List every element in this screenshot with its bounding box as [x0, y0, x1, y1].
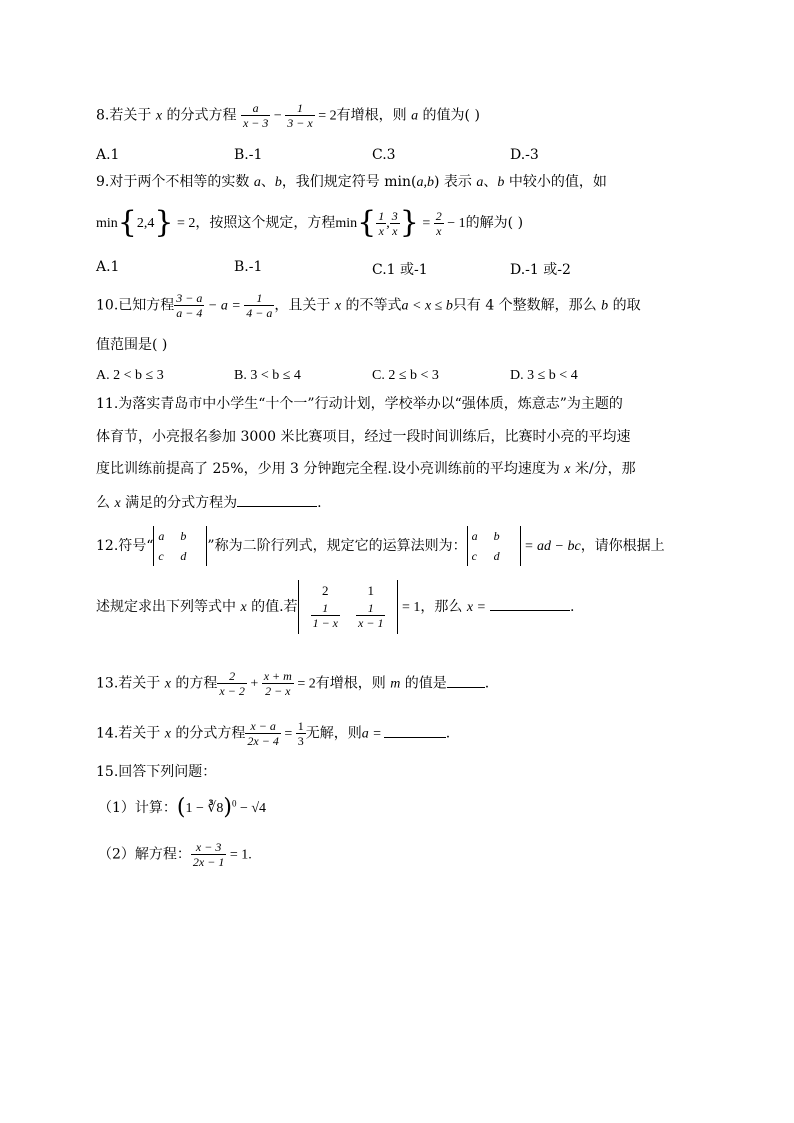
- fraction: $\frac{3 - a}{a - 4}$: [176, 291, 203, 320]
- q9-option-a: A.1: [96, 259, 120, 275]
- q9-option-d: D.-1 或-2: [510, 262, 571, 278]
- q10-option-c: C. 2 ≤ b < 3: [372, 368, 439, 383]
- q11-line1: 11.为落实青岛市中小学生“十个一”行动计划，学校举办以“强体质，炼意志”为主题的: [96, 396, 623, 412]
- answer-blank: [237, 494, 317, 507]
- q15-part1: （1）计算：(1 − ∛8)$^0$ − √4: [98, 795, 267, 820]
- q8-option-d: D.-3: [510, 147, 539, 163]
- fraction: $\frac{1}{1 - x}$: [312, 601, 339, 630]
- q8-stem: 8.若关于 x 的分式方程 $\frac{a}{x - 3}$ − $\frac{1}{3 - x}$ = 2有增根，则 a 的值为( ): [96, 101, 480, 130]
- q8-option-c: C.3: [372, 147, 396, 163]
- q12-line1: 12.符号“ a b c d ”称为二阶行列式，规定它的运算法则为： a b c d = ad − bc，请你根据上: [96, 526, 665, 566]
- fraction: $\frac{2}{x}$: [435, 208, 442, 238]
- q11-line3: 度比训练前提高了 25%，少用 3 分钟跑完全程.设小亮训练前的平均速度为 x 米/分，那: [96, 461, 636, 477]
- q9-stem-line2: min{2,4} = 2，按照这个规定，方程min{ $\frac{1}{x}$ , $\frac{3}{x}$ } = $\frac{2}{x}$ − 1的解为( ): [96, 205, 524, 240]
- fraction: $\frac{1}{4 - a}$: [246, 291, 273, 320]
- fraction: $\frac{1}{3 - x}$: [287, 101, 313, 130]
- fraction: $\frac{2}{x - 2}$: [219, 669, 245, 698]
- answer-blank: [490, 598, 570, 611]
- q13-stem: 13.若关于 x 的方程 $\frac{2}{x - 2}$ + $\frac{x + m}{2 - x}$ = 2有增根，则 m 的值是 .: [96, 669, 490, 698]
- answer-blank: [384, 725, 446, 738]
- determinant-rule: a b c d: [467, 526, 521, 566]
- fraction: $\frac{1}{x}$: [378, 208, 385, 238]
- q9-option-c: C.1 或-1: [372, 262, 428, 278]
- fraction: $\frac{x - 3}{2x - 1}$: [192, 840, 225, 869]
- fraction: $\frac{1}{x - 1}$: [358, 601, 384, 630]
- determinant-symbol: a b c d: [153, 526, 207, 566]
- fraction: $\frac{3}{x}$: [391, 208, 398, 238]
- q15-title: 15.回答下列问题：: [96, 764, 217, 780]
- q10-option-b: B. 3 < b ≤ 4: [234, 368, 301, 383]
- q12-line2: 述规定求出下列等式中 x 的值.若 2 1 $\frac{1}{1 - x}$ $\frac{1}{x - 1}$ = 1，那么 x = .: [96, 580, 574, 634]
- q11-line2: 体育节，小亮报名参加 3000 米比赛项目，经过一段时间训练后，比赛时小亮的平均速: [96, 429, 631, 445]
- q9-stem-line1: 9.对于两个不相等的实数 a、b，我们规定符号 min(a,b) 表示 a、b 中较小的值，如: [96, 174, 607, 190]
- fraction: $\frac{a}{x - 3}$: [242, 101, 269, 130]
- q11-line4: 么 x 满足的分式方程为 .: [96, 495, 322, 511]
- q9-option-b: B.-1: [234, 259, 263, 275]
- q14-stem: 14.若关于 x 的分式方程 $\frac{x - a}{2x - 4}$ = $\frac{1}{3}$ 无解，则a = .: [96, 719, 451, 748]
- q10-option-d: D. 3 ≤ b < 4: [510, 368, 578, 383]
- answer-blank: [447, 675, 485, 688]
- q10-stem-line1: 10.已知方程 $\frac{3 - a}{a - 4}$ − a = $\frac{1}{4 - a}$ ，且关于 x 的不等式a < x ≤ b只有 4 个整数解，那么 b 的取: [96, 291, 641, 320]
- q15-part2: （2）解方程： $\frac{x - 3}{2x - 1}$ = 1.: [98, 840, 252, 869]
- q8-option-a: A.1: [96, 147, 120, 163]
- determinant-equation: 2 1 $\frac{1}{1 - x}$ $\frac{1}{x - 1}$: [298, 580, 399, 634]
- fraction: $\frac{x + m}{2 - x}$: [263, 669, 292, 698]
- q10-option-a: A. 2 < b ≤ 3: [96, 368, 164, 383]
- fraction: $\frac{x - a}{2x - 4}$: [247, 719, 279, 748]
- fraction: $\frac{1}{3}$: [297, 719, 304, 748]
- q8-option-b: B.-1: [234, 147, 263, 163]
- q10-stem-line2: 值范围是( ): [96, 337, 168, 353]
